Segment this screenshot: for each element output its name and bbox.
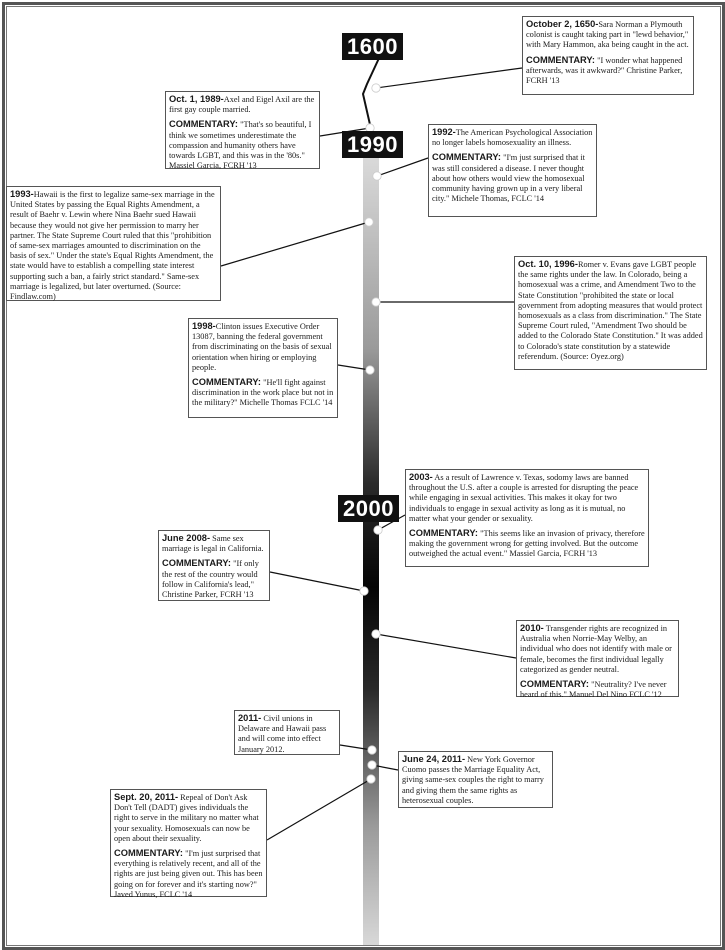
timeline-dot-2011c — [367, 775, 375, 783]
event-date: 1992- — [432, 127, 456, 137]
event-box-1998 — [188, 318, 338, 418]
timeline-dot-2010 — [372, 630, 380, 638]
event-box-1992 — [428, 124, 597, 217]
timeline-dot-2011a — [368, 746, 376, 754]
commentary-label: COMMENTARY: — [432, 152, 502, 163]
event-commentary: "This seems like an invasion of privacy, therefore making the government wrong for getting involved. But the outcome outweighed the actual event." Massiel Garcia, FCRH '13 — [409, 529, 645, 559]
event-date: Oct. 1, 1989- — [169, 94, 224, 104]
event-text: Civil unions in Delaware and Hawaii pass and will come into effect January 2012. — [238, 714, 327, 754]
timeline-dot-1650 — [372, 84, 380, 92]
event-date: Sept. 20, 2011- — [114, 792, 179, 802]
commentary-label: COMMENTARY: — [526, 54, 596, 65]
event-text: Romer v. Evans gave LGBT people the same rights under the law. In Colorado, being a homosexual was a crime, and Amendment Two to the State Constitution "prohibited the state or local government from adopting measures that would protect homosexuals as a class from discrimination." The State Supreme Court ruled, "Amendment Two should be added to the Colorado State Constitution." It was added to Colorado's state constitution by a statewide referendum. (Source: Oyez.org) — [518, 260, 703, 361]
connector-line-2008 — [270, 572, 364, 591]
connector-line-2011c — [267, 779, 371, 840]
commentary-label: COMMENTARY: — [162, 558, 232, 569]
year-label-2000: 2000 — [338, 495, 399, 522]
event-date: June 2008- — [162, 533, 211, 543]
event-date: Oct. 10, 1996- — [518, 259, 578, 269]
event-text: As a result of Lawrence v. Texas, sodomy laws are banned throughout the U.S. after a couple is arrested for disrupting the peace while engaging in sexual activities. This makes it okay for two individuals to engage in sexual activity as long as it is mutual, no matter what your gender or sexuality. — [409, 473, 639, 523]
timeline-break-line — [363, 56, 380, 129]
timeline-dot-1993 — [365, 218, 373, 226]
event-text: The American Psychological Association no longer labels homosexuality an illness. — [432, 128, 593, 148]
event-commentary: "I'm just surprised that everything is relatively recent, and all of the rights are just being given out. This has been going on for forever and it's starting now?" Javed Yunus, FCLC '14 — [114, 849, 263, 899]
timeline-dot-2011b — [368, 761, 376, 769]
event-text: Same sex marriage is legal in California. — [162, 534, 264, 554]
event-date: 2010- — [520, 623, 544, 633]
event-box-2008 — [158, 530, 270, 601]
commentary-label: COMMENTARY: — [169, 119, 239, 130]
event-text: Sara Norman a Plymouth colonist is caught taking part in "lewd behavior," with Mary Hammon, aka being caught in the act. — [526, 20, 689, 50]
event-date: October 2, 1650- — [526, 19, 599, 29]
event-date: June 24, 2011- — [402, 754, 466, 764]
event-text: Hawaii is the first to legalize same-sex marriage in the United States by passing the Equal Rights Amendment, a result of Baehr v. Lewin where Nina Baehr sued Hawaii because they would not give her permission to marry her partner. The State Supreme Court ruled that this "prohibition of same-sex marriages amounted to discrimination on the basis of sex." Under the state's Equal Rights Amendment, the state would have to establish a compelling state interest supporting such a ban, a fairly strict standard." Same-sex marriage is legalized, but later overturned. (Source: Findlaw.com) — [10, 190, 215, 302]
timeline-dot-1992 — [373, 172, 381, 180]
event-box-2011-civil-unions — [234, 710, 340, 755]
timeline-bar — [363, 150, 379, 945]
event-date: 2003- — [409, 472, 433, 482]
event-box-2003 — [405, 469, 649, 567]
event-box-1650 — [522, 16, 694, 95]
timeline-dot-2008 — [360, 587, 368, 595]
timeline-dot-2003 — [374, 526, 382, 534]
connector-line-1992 — [377, 158, 428, 176]
timeline-dot-1998 — [366, 366, 374, 374]
connector-line-1650 — [376, 68, 522, 88]
year-label-1990: 1990 — [342, 131, 403, 158]
commentary-label: COMMENTARY: — [520, 679, 590, 690]
event-date: 1998- — [192, 321, 216, 331]
event-commentary: "Neutrality? I've never heard of this." Manuel Del Nino FCLC '12 — [520, 680, 667, 700]
commentary-label: COMMENTARY: — [114, 848, 184, 859]
event-text: Clinton issues Executive Order 13087, banning the federal government from discriminating on the basis of sexual orientation when hiring or employing people. — [192, 322, 332, 372]
event-box-2010 — [516, 620, 679, 700]
commentary-label: COMMENTARY: — [409, 528, 479, 539]
commentary-label: COMMENTARY: — [192, 377, 262, 388]
event-commentary: "That's so beautiful, I think we sometimes underestimate the compassion and humanity others have towards LGBT, and this was in the '80s." Massiel Garcia, FCRH '13 — [169, 120, 312, 171]
event-commentary: "If only the rest of the country would follow in California's lead," Christine Parker, FCRH '13 — [162, 559, 259, 600]
event-commentary: "I'm just surprised that it was still considered a disease. I never thought about how others would view the homosexual community having grown up in a very liberal city." Michele Thomas, FCLC '14 — [432, 153, 585, 204]
event-commentary: "I wonder what happened afterwards, was it awkward?" Christine Parker, FCRH '13 — [526, 55, 683, 86]
event-text: New York Governor Cuomo passes the Marriage Equality Act, giving same-sex couples the right to marry and giving them the same rights as heterosexual couples. — [402, 755, 544, 805]
event-text: Repeal of Don't Ask Don't Tell (DADT) gives individuals the right to serve in the military no matter what your sexuality. Homosexuals can now be open about their sexuality. — [114, 793, 259, 843]
event-text: Axel and Eigel Axil are the first gay couple married. — [169, 95, 315, 115]
event-box-1989 — [165, 91, 320, 169]
connector-line-2010 — [376, 634, 516, 658]
event-date: 1993- — [10, 189, 34, 199]
event-date: 2011- — [238, 713, 262, 723]
event-text: Transgender rights are recognized in Australia when Norrie-May Welby, an individual who does not identify with male or female, becomes the first individual legally categorized as gender neutral. — [520, 624, 672, 674]
event-box-1996 — [514, 256, 707, 370]
event-commentary: "He'll fight against discrimination in the work place but not in the military?" Michelle Thomas FCLC '14 — [192, 378, 334, 408]
year-label-1600: 1600 — [342, 33, 403, 60]
connector-line-1993 — [221, 222, 369, 266]
event-box-2011-marriage-equality — [398, 751, 553, 808]
event-box-2011-dadt — [110, 789, 267, 897]
timeline-dot-1996 — [372, 298, 380, 306]
event-box-1993 — [6, 186, 221, 301]
